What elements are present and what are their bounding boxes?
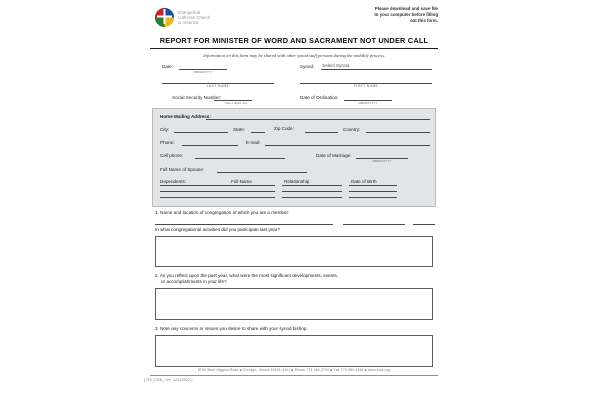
congregation-state-input[interactable] [413, 224, 435, 225]
organization-name [178, 7, 210, 26]
ssn-hint: *last 4 digits only [224, 101, 248, 106]
state-label: State: [233, 126, 246, 132]
ordination-date-label: Date of Ordination: [300, 94, 339, 100]
form-footer [144, 368, 440, 382]
synod-underline[interactable] [321, 69, 432, 70]
dependent-full-name-input[interactable] [160, 197, 275, 198]
page-title: REPORT FOR MINISTER OF WORD AND SACRAMENT NOT UNDER CALL [159, 36, 429, 45]
country-input[interactable] [366, 132, 430, 133]
footer-divider [150, 375, 438, 376]
question-2-line-1: 2. As you reflect upon the past year, what were the most significant developments, events, [155, 272, 339, 278]
synod-label: Synod: [300, 63, 315, 69]
question-2-line-2: or accomplishments in your life? [161, 279, 227, 285]
cell-phone-input[interactable] [195, 158, 285, 159]
title-block [148, 36, 440, 62]
synod-select[interactable]: Select Synod [322, 62, 350, 68]
country-label: Country: [343, 126, 361, 132]
org-line-1: Evangelical [178, 9, 201, 15]
org-line-2: Lutheran Church [178, 14, 211, 20]
city-label: City: [160, 126, 170, 132]
question-2-answer-box[interactable] [155, 288, 433, 320]
phone-label: Phone: [160, 139, 175, 145]
zip-input[interactable] [305, 132, 338, 133]
dependents-column-date-of-birth: Date of Birth [351, 178, 377, 184]
marriage-date-hint: MM/DD/YYYY [372, 159, 392, 164]
dependents-column-full-name: Full Name [231, 178, 252, 184]
dependents-rows [153, 185, 435, 204]
org-line-3: in America [178, 20, 199, 26]
question-1b-answer-box[interactable] [155, 236, 433, 267]
zip-label: Zip Code: [274, 125, 294, 131]
form-header [148, 0, 440, 34]
dependents-label: Dependents: [160, 178, 187, 184]
dependent-dob-input[interactable] [349, 191, 397, 192]
dependent-relationship-input[interactable] [282, 185, 342, 186]
dependent-full-name-input[interactable] [160, 191, 275, 192]
question-3-answer-box[interactable] [155, 335, 433, 367]
date-format-hint: MM/DD/YYYY [193, 70, 213, 75]
date-label: Date: [162, 63, 173, 69]
questions-section [148, 210, 440, 368]
brand-lockup [154, 7, 210, 28]
question-1-text: 1. Name and location of congregation of which you are a member: [155, 209, 290, 215]
congregation-name-input[interactable] [155, 224, 333, 225]
spouse-name-label: Full Name of Spouse: [160, 166, 205, 172]
cell-phone-label: Cell phone: [160, 152, 184, 158]
question-1b-text: In what congregational activities did you participate last year? [155, 227, 280, 232]
state-input[interactable] [251, 132, 265, 133]
identity-fields [148, 62, 440, 108]
email-label: E-mail: [246, 139, 261, 145]
question-3-text: 3. Note any concerns or issues you desire to share with your synod bishop. [155, 326, 308, 332]
download-notice-line-1: Please download and save file [374, 6, 438, 11]
email-input[interactable] [265, 145, 430, 146]
ordination-date-hint: MM/DD/YYYY [358, 101, 378, 106]
dependent-dob-input[interactable] [349, 197, 397, 198]
dependent-dob-input[interactable] [349, 185, 397, 186]
congregation-city-input[interactable] [343, 224, 405, 225]
phone-input[interactable] [182, 145, 238, 146]
home-address-label: Home Mailing Address: [160, 113, 211, 119]
marriage-date-label: Date of Marriage: [316, 152, 352, 158]
city-input[interactable] [174, 132, 228, 133]
home-address-input[interactable] [206, 119, 430, 120]
page-subtitle: Information on this form may be shared with other synod staff persons during the mobility process. [203, 52, 385, 58]
last-name-caption: LAST NAME [206, 84, 230, 89]
table-row [153, 197, 435, 203]
first-name-caption: FIRST NAME [353, 84, 379, 89]
revision-code: [ OS_COB_ rev. 12142022 ] [144, 378, 193, 382]
footer-contact-line: 8765 West Higgins Road ■ Chicago, Illinois 60631-4101 ■ Phone 773-380-2700 ■ Fax 773-380-1465 ■ www.elca.org [197, 368, 391, 372]
question-2-text [152, 273, 436, 286]
ssn-label: Social Security Number: [172, 94, 222, 100]
form-sheet [144, 0, 440, 400]
dependent-relationship-input[interactable] [282, 197, 342, 198]
elca-cross-logo-icon [154, 7, 175, 28]
download-notice [374, 6, 438, 24]
question-1-fields [152, 218, 436, 227]
download-notice-line-2: to your computer before filling [374, 11, 438, 17]
home-mailing-address-panel [152, 108, 436, 207]
dependents-column-relationship: Relationship [284, 178, 310, 184]
dependent-relationship-input[interactable] [282, 191, 342, 192]
download-notice-line-3: out this form. [409, 17, 438, 23]
spouse-name-input[interactable] [217, 172, 307, 173]
dependent-full-name-input[interactable] [160, 185, 275, 186]
